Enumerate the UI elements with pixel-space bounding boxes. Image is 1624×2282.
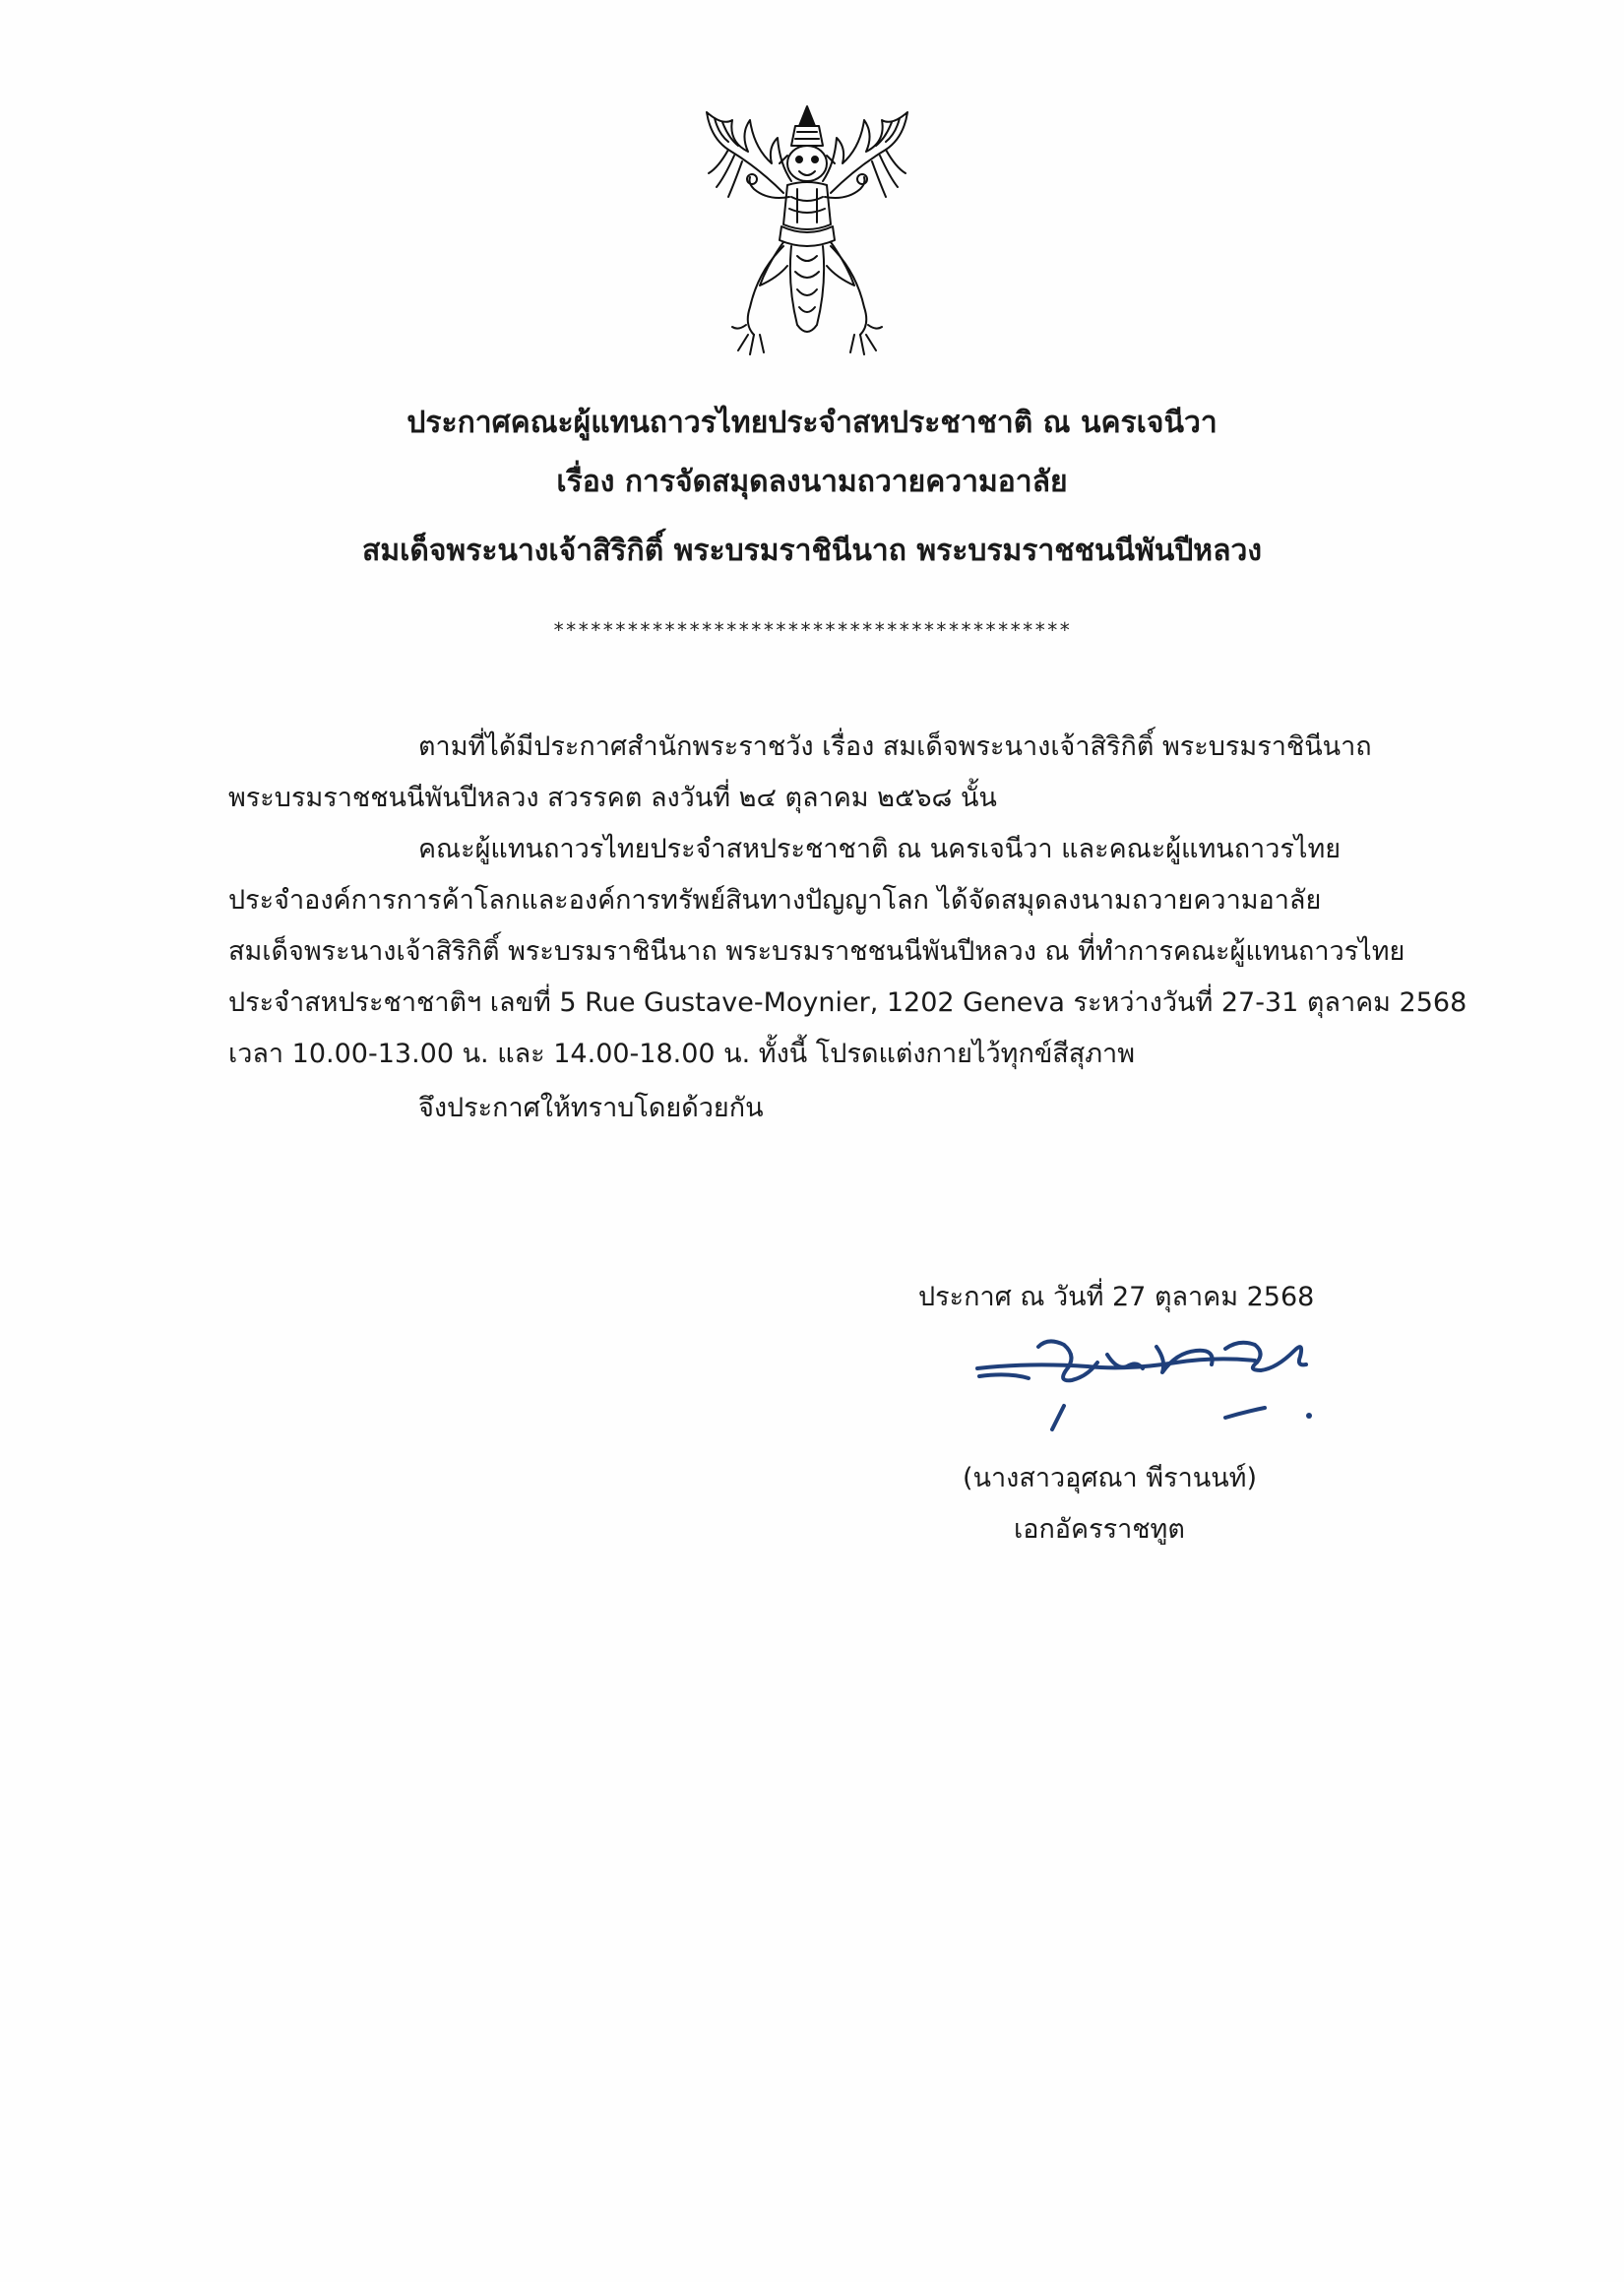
title-line-2: เรื่อง การจัดสมุดลงนามถวายความอาลัย: [556, 465, 1068, 499]
title-line-1: ประกาศคณะผู้แทนถาวรไทยประจำสหประชาชาติ ณ นครเจนีวา: [406, 406, 1218, 440]
paragraph-1-line-2: พระบรมราชชนนีพันปีหลวง สวรรคต ลงวันที่ ๒๔ ตุลาคม ๒๕๖๘ นั้น: [228, 783, 997, 813]
signature-icon: [969, 1327, 1334, 1435]
title-line-3: สมเด็จพระนางเจ้าสิริกิติ์ พระบรมราชินีนาถ พระบรมราชชนนีพันปีหลวง: [362, 534, 1262, 568]
separator-stars: ******************************************: [552, 618, 1072, 642]
closing-line: จึงประกาศให้ทราบโดยด้วยกัน: [418, 1093, 764, 1123]
signer-name: (นางสาวอุศณา พีรานนท์): [963, 1463, 1257, 1493]
paragraph-2-line-1: คณะผู้แทนถาวรไทยประจำสหประชาชาติ ณ นครเจนีวา และคณะผู้แทนถาวรไทย: [418, 834, 1342, 864]
paragraph-2-line-3: สมเด็จพระนางเจ้าสิริกิติ์ พระบรมราชินีนาถ พระบรมราชชนนีพันปีหลวง ณ ที่ทำการคณะผู้แทนถาวรไทย: [228, 936, 1405, 967]
paragraph-2-line-4: ประจำสหประชาชาติฯ เลขที่ 5 Rue Gustave-Moynier, 1202 Geneva ระหว่างวันที่ 27-31 ตุลาคม 2568: [228, 987, 1468, 1018]
garuda-emblem-icon: [689, 98, 925, 364]
signer-title: เอกอัครราชทูต: [1014, 1514, 1185, 1545]
paragraph-2-line-5: เวลา 10.00-13.00 น. และ 14.00-18.00 น. ทั้งนี้ โปรดแต่งกายไว้ทุกข์สีสุภาพ: [228, 1039, 1135, 1069]
announcement-date: ประกาศ ณ วันที่ 27 ตุลาคม 2568: [918, 1282, 1315, 1312]
paragraph-2-line-2: ประจำองค์การการค้าโลกและองค์การทรัพย์สินทางปัญญาโลก ได้จัดสมุดลงนามถวายความอาลัย: [228, 885, 1322, 916]
paragraph-1-line-1: ตามที่ได้มีประกาศสำนักพระราชวัง เรื่อง สมเด็จพระนางเจ้าสิริกิติ์ พระบรมราชินีนาถ: [418, 731, 1372, 762]
